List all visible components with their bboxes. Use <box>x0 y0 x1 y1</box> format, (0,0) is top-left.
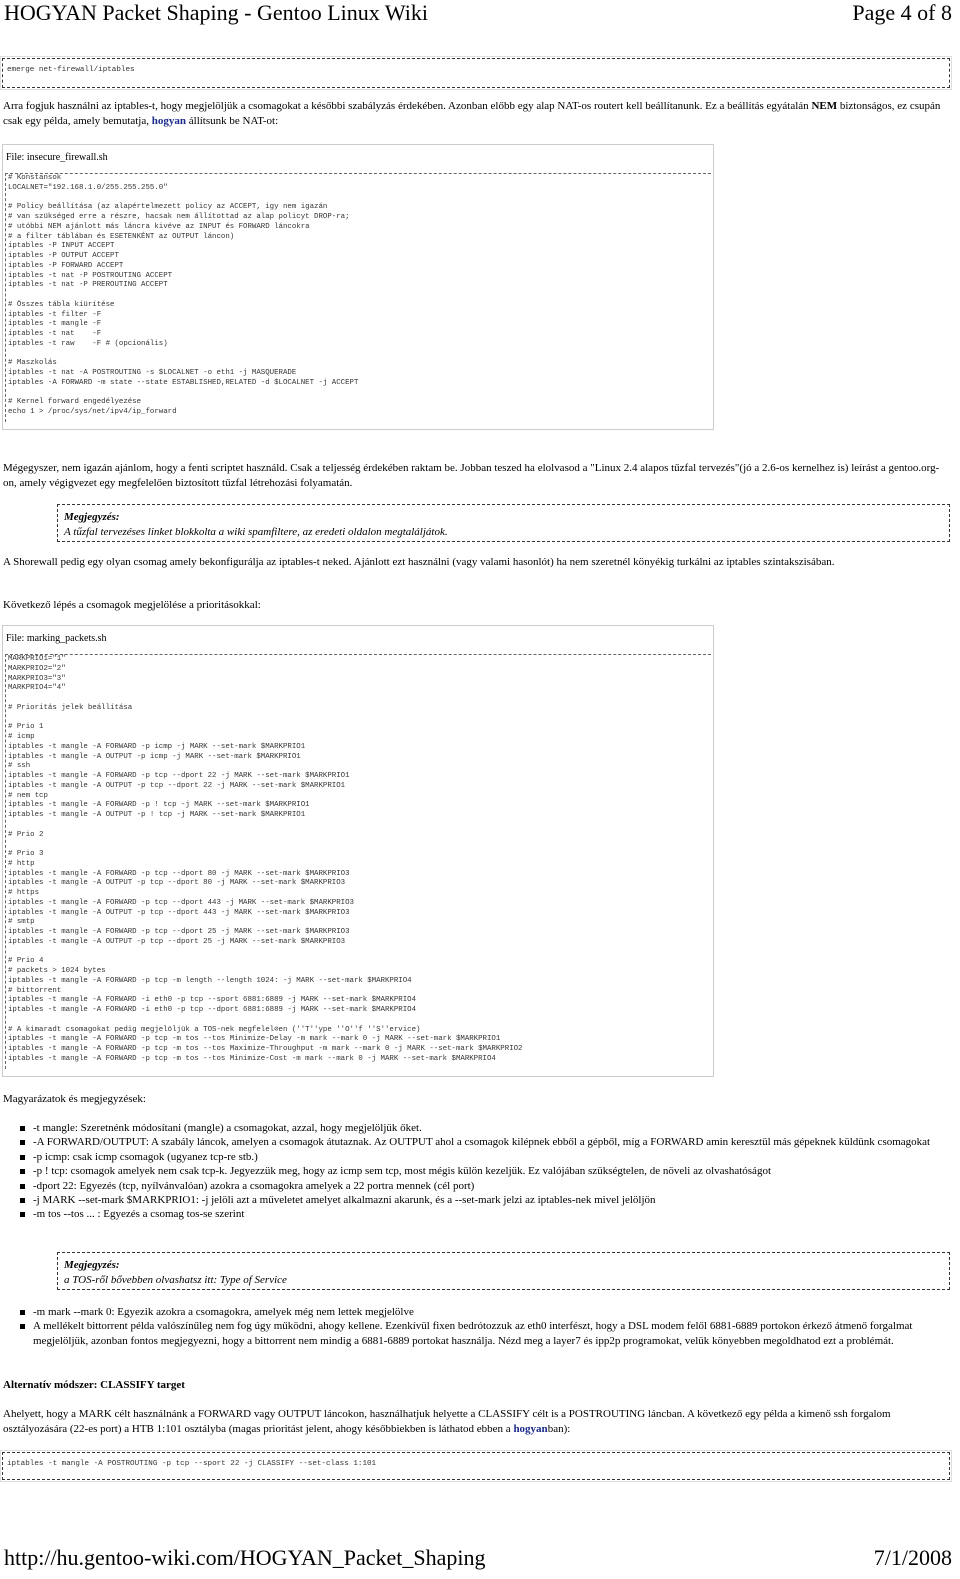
file-box-marking-packets <box>2 625 714 1077</box>
note-title: Megjegyzés: <box>64 511 120 523</box>
paragraph-warning: Mégegyszer, nem igazán ajánlom, hogy a fenti scriptet használd. Csak a teljesség érdekében raktam be. Jobban teszed ha elolvasod a "Linux 2.4 alapos tűzfal tervezés"(jó a 2.6-os kernelhez is) leírást a gentoo.org-on, amely végigvezet egy megfelelően biztosított tűzfal létrehozási folyamatán. <box>3 462 940 489</box>
paragraph-intro: Arra fogjuk használni az iptables-t, hogy megjelöljük a csomagokat a későbbi szabályzás érdekében. Azonban előbb egy alap NAT-os routert kell beállítanunk. Ez a beállítás egyátalán NEM biztonságos, ez csupán csak egy példa, amely bemutatja, hogyan állítsunk be NAT-ot: <box>3 100 941 127</box>
link-hogyan[interactable]: hogyan <box>513 1423 548 1435</box>
section-heading-classify: Alternatív módszer: CLASSIFY target <box>3 1379 185 1391</box>
file-title: File: insecure_firewall.sh <box>6 152 108 163</box>
note-box-tos <box>57 1252 950 1290</box>
list-item: -p ! tcp: csomagok amelyek nem csak tcp-k. Jegyezzük meg, hogy az icmp sem tcp, most mégis külön kezeljük. Ez valójában szükségtelen, de növeli az olvashatóságot <box>20 1164 950 1178</box>
list-item: -t mangle: Szeretnénk módosítani (mangle) a csomagokat, azzal, hogy megjelöljük őket. <box>20 1121 950 1135</box>
paragraph-shorewall: A Shorewall pedig egy olyan csomag amely bekonfigurálja az iptables-t neked. Ajánlott ezt használni (vagy valami hasonlót) ha nem szeretnél könyékig turkálni az iptables szintakszisában. <box>3 556 835 568</box>
list-item: -p icmp: csak icmp csomagok (ugyanez tcp-re stb.) <box>20 1150 950 1164</box>
link-hogyan[interactable]: hogyan <box>151 115 186 127</box>
footer-date: 7/1/2008 <box>873 1545 952 1570</box>
list-item: -j MARK --set-mark $MARKPRIO1: -j jelöli azt a műveletet amelyet alkalmazni akarunk, és a --set-mark jelzi az iptables-nek mivel jelöljön <box>20 1193 950 1207</box>
paragraph-explanations: Magyarázatok és megjegyzések: <box>3 1093 146 1105</box>
notes-list <box>20 1305 950 1348</box>
page-footer <box>4 1545 952 1579</box>
code-block-classify: iptables -t mangle -A POSTROUTING -p tcp --sport 22 -j CLASSIFY --set-class 1:101 <box>2 1452 950 1480</box>
paragraph-classify: Ahelyett, hogy a MARK célt használnánk a FORWARD vagy OUTPUT láncokon, használhatjuk helyette a CLASSIFY célt is a POSTROUTING láncban. A következő egy példa a kimenő ssh forgalom osztályozására (22-es port) a HTB 1:101 osztályba (magas prioritást jelent, ahogy későbbiekben is láthatod ebben a hogyanban): <box>3 1408 891 1435</box>
list-item: -dport 22: Egyezés (tcp, nyílvánvalóan) azokra a csomagokra amelyek a 22 portra mennek (cél port) <box>20 1179 950 1193</box>
code-block-emerge: emerge net-firewall/iptables <box>2 58 950 88</box>
list-item: -A FORWARD/OUTPUT: A szabály láncok, amelyen a csomagok átutaznak. Az OUTPUT ahol a csomagok kilépnek ebből a gépből, míg a FORWARD amin keresztül más gépeknek küldünk csomagokat <box>20 1135 950 1149</box>
file-code: MARKPRIO1="1" MARKPRIO2="2" MARKPRIO3="3" MARKPRIO4="4" # Prioritás jelek beállítása # Prio 1 # icmp iptables -t mangle -A FORWARD -p icmp -j MARK --set-mark $MARKPRIO1 iptables -t mangle -A OUTPUT -p icmp -j MARK --set-mark $MARKPRIO1 # ssh iptables -t mangle -A FORWARD -p tcp --dport 22 -j MARK --set-mark $MARKPRIO1 iptables -t mangle -A OUTPUT -p tcp --dport 22 -j MARK --set-mark $MARKPRIO1 # nem tcp iptables -t mangle -A FORWARD -p ! tcp -j MARK --set-mark $MARKPRIO1 iptables -t mangle -A OUTPUT -p ! tcp -j MARK --set-mark $MARKPRIO1 # Prio 2 # Prio 3 # http iptables -t mangle -A FORWARD -p tcp --dport 80 -j MARK --set-mark $MARKPRIO3 iptables -t mangle -A OUTPUT -p tcp --dport 80 -j MARK --set-mark $MARKPRIO3 # https iptables -t mangle -A FORWARD -p tcp --dport 443 -j MARK --set-mark $MARKPRIO3 iptables -t mangle -A OUTPUT -p tcp --dport 443 -j MARK --set-mark $MARKPRIO3 # smtp iptables -t mangle -A FORWARD -p tcp --dport 25 -j MARK --set-mark $MARKPRIO3 iptables -t mangle -A OUTPUT -p tcp --dport 25 -j MARK --set-mark $MARKPRIO3 # Prio 4 # packets > 1024 bytes iptables -t mangle -A FORWARD -p tcp -m length --length 1024: -j MARK --set-mark $MARKPRIO4 # bittorrent iptables -t mangle -A FORWARD -i eth0 -p tcp --sport 6881:6889 -j MARK --set-mark $MARKPRIO4 iptables -t mangle -A FORWARD -i eth0 -p tcp --dport 6881:6889 -j MARK --set-mark $MARKPRIO4 # A kimaradt csomagokat pedig megjelöljük a TOS-nek megfelel⊘en (''T''ype ''O''f ''S''ervice) iptables -t mangle -A FORWARD -p tcp -m tos --tos Minimize-Delay -m mark --mark 0 -j MARK --set-mark $MARKPRIO1 iptables -t mangle -A FORWARD -p tcp -m tos --tos Maximize-Throughput -m mark --mark 0 -j MARK --set-mark $MARKPRIO2 iptables -t mangle -A FORWARD -p tcp -m tos --tos Minimize-Cost -m mark --mark 0 -j MARK --set-mark $MARKPRIO4 <box>5 654 711 1069</box>
footer-url: http://hu.gentoo-wiki.com/HOGYAN_Packet_Shaping <box>4 1545 486 1570</box>
note-title: Megjegyzés: <box>64 1259 120 1271</box>
header-title: HOGYAN Packet Shaping - Gentoo Linux Wiki <box>4 0 428 25</box>
list-item: A mellékelt bittorrent példa valószínűleg nem fog úgy működni, ahogy kellene. Ezenkívül fixen bedrótozzuk az eth0 interfészt, hogy a DSL modem felől 6881-6889 portokon érkező átmenő forgalmat megjelöljük, azonban fontos megjegyezni, hogy a bittorrent nem mindig a 6881-6889 portokat használja. Nézd meg a layer7 és ipp2p programokat, velük könyebben megoldhatod ezt a problémát. <box>20 1319 950 1348</box>
file-code: # Konstansok LOCALNET="192.168.1.0/255.255.255.0" # Policy beállítása (az alapértelmezett policy az ACCEPT, igy nem igazán # van szükséged erre a részre, hacsak nem állítottad az alap policyt DROP-ra; # utóbbi NEM ajánlott más láncra kivéve az INPUT és FORWARD láncokra # a filter táblában és ESETENKÉNT az OUTPUT láncon) iptables -P INPUT ACCEPT iptables -P OUTPUT ACCEPT iptables -P FORWARD ACCEPT iptables -t nat -P POSTROUTING ACCEPT iptables -t nat -P PREROUTING ACCEPT # Összes tábla kiürítése iptables -t filter -F iptables -t mangle -F iptables -t nat -F iptables -t raw -F # (opcionális) # Maszkolás iptables -t nat -A POSTROUTING -s $LOCALNET -o eth1 -j MASQUERADE iptables -A FORWARD -m state --state ESTABLISHED,RELATED -d $LOCALNET -j ACCEPT # Kernel forward engedélyezése echo 1 > /proc/sys/net/ipv4/ip_forward <box>5 173 711 422</box>
note-text: a TOS-ről bővebben olvashatsz itt: Type of Service <box>64 1274 287 1286</box>
explanation-list <box>20 1121 950 1222</box>
list-item: -m tos --tos ... : Egyezés a csomag tos-se szerint <box>20 1207 950 1221</box>
file-title: File: marking_packets.sh <box>6 633 107 644</box>
note-box-firewall <box>57 504 950 542</box>
list-item: -m mark --mark 0: Egyezik azokra a csomagokra, amelyek még nem lettek megjelölve <box>20 1305 950 1319</box>
paragraph-next-step: Következő lépés a csomagok megjelölése a prioritásokkal: <box>3 599 261 611</box>
file-box-insecure-firewall <box>2 144 714 430</box>
header-page-number: Page 4 of 8 <box>852 0 952 25</box>
note-text: A tűzfal tervezéses linket blokkolta a wiki spamfiltere, az eredeti oldalon megtaláljátok. <box>64 526 448 538</box>
page-header <box>4 0 952 30</box>
